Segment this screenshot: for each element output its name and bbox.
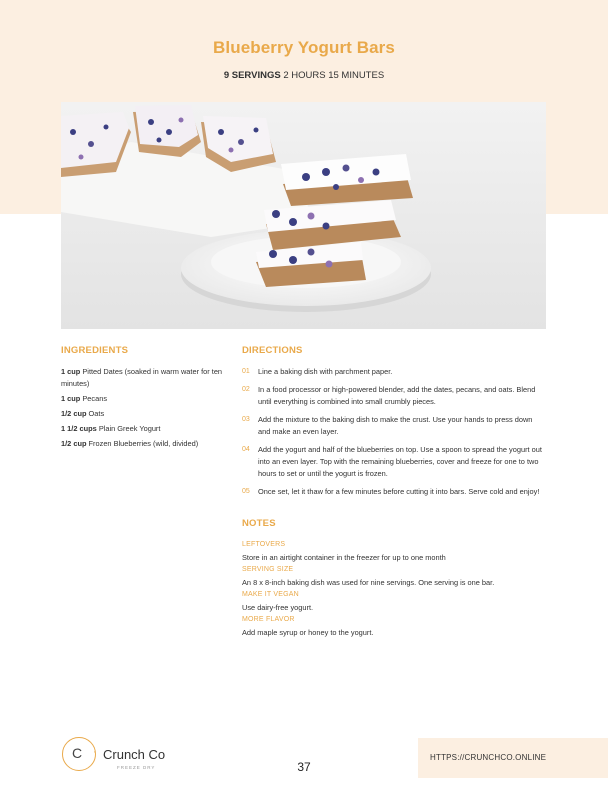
page-number: 37 <box>297 760 311 774</box>
note-text: Add maple syrup or honey to the yogurt. <box>242 627 374 637</box>
brand-name: Crunch Co <box>103 747 166 762</box>
recipe-meta <box>0 70 608 81</box>
direction-step: 03 Add the mixture to the baking dish to make the crust. Use your hands to press down and make an even layer. <box>242 415 533 436</box>
ingredient-item: 1 1/2 cups Plain Greek Yogurt <box>61 424 161 433</box>
note-text: Store in an airtight container in the freezer for up to one month <box>242 552 446 562</box>
direction-step: 01 Line a baking dish with parchment paper. <box>242 367 393 376</box>
direction-step: 05 Once set, let it thaw for a few minutes before cutting it into bars. Serve cold and enjoy! <box>242 487 540 496</box>
ingredient-item: 1 cup Pitted Dates (soaked in warm water for ten minutes) <box>61 367 223 388</box>
directions-heading: DIRECTIONS <box>242 345 303 356</box>
website-link[interactable]: HTTPS://CRUNCHCO.ONLINE <box>430 753 547 762</box>
direction-step: 04 Add the yogurt and half of the blueberries on top. Use a spoon to spread the yogurt out into an even layer. Top with the remaining blueberries, cover and freeze for one to two hours to set or until the yogurt is frozen. <box>242 445 542 478</box>
logo-dot-icon: · <box>93 746 97 758</box>
direction-step: 02 In a food processor or high-powered blender, add the dates, pecans, and oats. Blend until everything is combined into small crumbly pieces. <box>242 385 536 406</box>
recipe-photo <box>61 102 546 329</box>
brand-subtitle: FREEZE DRY <box>117 765 156 770</box>
total-time: 2 HOURS 15 MINUTES <box>283 70 385 81</box>
logo-letter: C <box>72 745 83 761</box>
ingredient-item: 1 cup Pecans <box>61 394 108 403</box>
note-text: An 8 x 8-inch baking dish was used for nine servings. One serving is one bar. <box>242 577 495 587</box>
recipe-title: Blueberry Yogurt Bars <box>213 38 395 57</box>
ingredients-list <box>61 366 231 453</box>
notes-heading: NOTES <box>242 518 276 529</box>
ingredients-heading: INGREDIENTS <box>61 345 129 356</box>
note-label: MAKE IT VEGAN <box>242 591 299 598</box>
note-label: LEFTOVERS <box>242 541 286 548</box>
ingredient-item: 1/2 cup Frozen Blueberries (wild, divided) <box>61 439 199 448</box>
note-label: SERVING SIZE <box>242 566 294 573</box>
note-label: MORE FLAVOR <box>242 616 295 623</box>
servings: 9 SERVINGS <box>223 70 281 81</box>
directions-list <box>242 366 542 504</box>
note-text: Use dairy-free yogurt. <box>242 602 314 612</box>
notes-list <box>242 539 552 639</box>
ingredient-item: 1/2 cup Oats <box>61 409 105 418</box>
blueberry-bars-photo <box>61 102 546 329</box>
